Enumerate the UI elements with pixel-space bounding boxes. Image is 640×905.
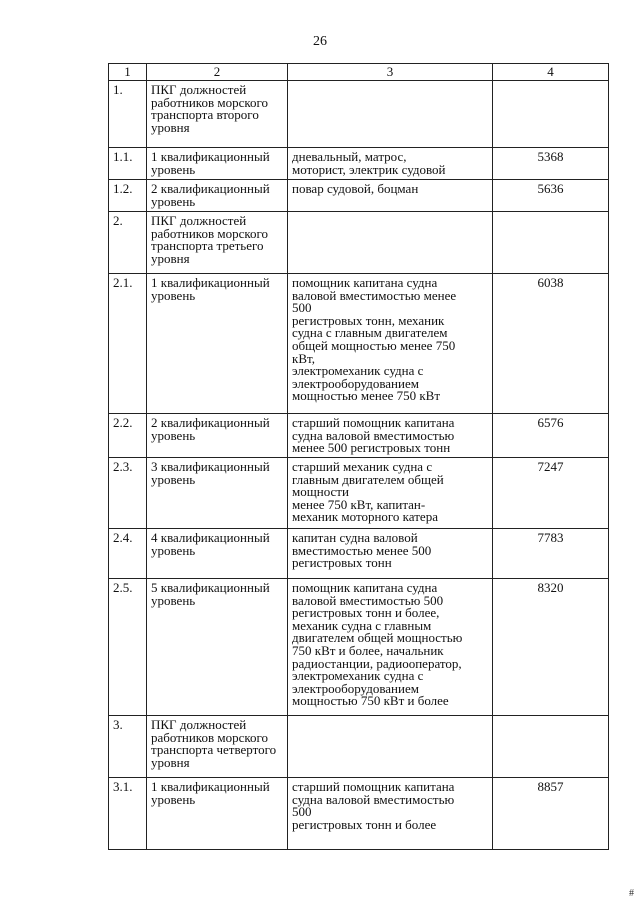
position-line: главным двигателем общей (292, 471, 444, 487)
page-number: 26 (313, 34, 327, 49)
group-line: ПКГ должностей (151, 213, 247, 228)
table-header-row (109, 64, 609, 81)
positions-cell (288, 716, 493, 778)
position-line: менее 500 регистровых тонн (292, 440, 451, 456)
row-number-cell: 2.1. (109, 274, 147, 414)
group-line: работников морского (151, 94, 269, 110)
salary-table (108, 63, 609, 850)
group-cell (147, 579, 288, 716)
table-row (109, 212, 609, 274)
table-row (109, 414, 609, 458)
position-line: мощностью менее 750 кВт (292, 388, 441, 404)
row-number-cell: 1.2. (109, 180, 147, 212)
salary-cell: 8320 (493, 579, 609, 716)
position-line: двигателем общей мощностью (292, 630, 463, 646)
row-number-cell: 1.1. (109, 148, 147, 180)
position-line: общей мощностью менее 750 (292, 337, 456, 353)
group-line: уровень (151, 471, 196, 487)
group-cell (147, 81, 288, 148)
row-number-cell: 2. (109, 212, 147, 274)
positions-cell (288, 81, 493, 148)
group-line: 5 квалификационный (151, 580, 270, 595)
group-line: 1 квалификационный (151, 779, 270, 794)
table-body (109, 64, 609, 850)
position-line: старший помощник капитана (292, 415, 455, 430)
group-line: уровень (151, 161, 196, 177)
position-line: 500 (292, 300, 312, 316)
position-line: помощник капитана судна (292, 275, 438, 290)
position-line: электромеханик судна с (292, 363, 424, 379)
position-line: регистровых тонн и более (292, 816, 437, 832)
row-number-cell: 2.5. (109, 579, 147, 716)
header-cell-1: 1 (109, 64, 147, 81)
position-line: регистровых тонн (292, 555, 392, 571)
group-line: ПКГ должностей (151, 82, 247, 97)
position-line: механик судна с главным (292, 617, 432, 633)
group-cell (147, 148, 288, 180)
position-line: помощник капитана судна (292, 580, 438, 595)
position-line: механик моторного катера (292, 509, 438, 525)
header-cell-4: 4 (493, 64, 609, 81)
positions-cell (288, 579, 493, 716)
table-row (109, 81, 609, 148)
salary-cell: 7247 (493, 458, 609, 529)
group-line: транспорта четвертого (151, 742, 277, 758)
position-line: повар судовой, боцман (292, 181, 419, 196)
header-cell-3: 3 (288, 64, 493, 81)
positions-cell (288, 148, 493, 180)
table-row (109, 458, 609, 529)
table-row (109, 579, 609, 716)
position-line: старший помощник капитана (292, 779, 455, 794)
position-line: мощности (292, 484, 349, 500)
group-cell (147, 414, 288, 458)
salary-cell: 8857 (493, 778, 609, 850)
group-cell (147, 529, 288, 579)
group-line: транспорта третьего (151, 238, 264, 254)
position-line: мощностью 750 кВт и более (292, 693, 449, 709)
group-line: работников морского (151, 225, 269, 241)
positions-cell (288, 529, 493, 579)
corner-mark: # (629, 888, 634, 899)
position-line: валовой вместимостью 500 (292, 592, 444, 608)
table-row (109, 716, 609, 778)
position-line: валовой вместимостью менее (292, 287, 457, 303)
group-line: 1 квалификационный (151, 275, 270, 290)
table-row (109, 274, 609, 414)
position-line: судна валовой вместимостью (292, 791, 455, 807)
table-row (109, 148, 609, 180)
positions-cell (288, 778, 493, 850)
position-line: судна валовой вместимостью (292, 427, 455, 443)
salary-cell (493, 81, 609, 148)
group-line: работников морского (151, 729, 269, 745)
group-line: 1 квалификационный (151, 149, 270, 164)
row-number-cell: 1. (109, 81, 147, 148)
group-line: уровня (151, 250, 190, 266)
group-cell (147, 458, 288, 529)
group-line: 4 квалификационный (151, 530, 270, 545)
position-line: вместимостью менее 500 (292, 542, 432, 558)
salary-cell (493, 716, 609, 778)
position-line: судна с главным двигателем (292, 325, 448, 341)
group-line: 3 квалификационный (151, 459, 270, 474)
position-line: кВт, (292, 350, 315, 366)
position-line: 750 кВт и более, начальник (292, 642, 444, 658)
position-line: электрооборудованием (292, 375, 419, 391)
group-cell (147, 212, 288, 274)
group-line: уровень (151, 193, 196, 209)
group-line: 2 квалификационный (151, 181, 270, 196)
group-line: уровень (151, 427, 196, 443)
position-line: радиостанции, радиооператор, (292, 655, 462, 671)
group-line: уровень (151, 791, 196, 807)
salary-cell: 7783 (493, 529, 609, 579)
positions-cell (288, 414, 493, 458)
position-line: электромеханик судна с (292, 668, 424, 684)
row-number-cell: 2.4. (109, 529, 147, 579)
positions-cell (288, 458, 493, 529)
salary-cell (493, 212, 609, 274)
position-line: регистровых тонн и более, (292, 605, 440, 621)
position-line: 500 (292, 804, 312, 820)
header-cell-2: 2 (147, 64, 288, 81)
positions-cell (288, 212, 493, 274)
group-cell (147, 716, 288, 778)
salary-cell: 5636 (493, 180, 609, 212)
positions-cell (288, 180, 493, 212)
group-line: уровня (151, 754, 190, 770)
position-line: менее 750 кВт, капитан- (292, 496, 426, 512)
group-line: ПКГ должностей (151, 717, 247, 732)
position-line: капитан судна валовой (292, 530, 418, 545)
position-line: регистровых тонн, механик (292, 312, 445, 328)
salary-cell: 6576 (493, 414, 609, 458)
row-number-cell: 2.2. (109, 414, 147, 458)
table-row (109, 180, 609, 212)
position-line: старший механик судна с (292, 459, 433, 474)
group-line: уровень (151, 592, 196, 608)
table-row (109, 529, 609, 579)
group-line: уровень (151, 287, 196, 303)
position-line: моторист, электрик судовой (292, 161, 446, 177)
group-cell (147, 778, 288, 850)
position-line: дневальный, матрос, (292, 149, 407, 164)
positions-cell (288, 274, 493, 414)
salary-cell: 5368 (493, 148, 609, 180)
group-line: уровень (151, 542, 196, 558)
row-number-cell: 2.3. (109, 458, 147, 529)
salary-cell: 6038 (493, 274, 609, 414)
group-line: уровня (151, 119, 190, 135)
group-line: 2 квалификационный (151, 415, 270, 430)
group-cell (147, 274, 288, 414)
group-line: транспорта второго (151, 107, 259, 123)
position-line: электрооборудованием (292, 680, 419, 696)
row-number-cell: 3.1. (109, 778, 147, 850)
table-row (109, 778, 609, 850)
row-number-cell: 3. (109, 716, 147, 778)
group-cell (147, 180, 288, 212)
